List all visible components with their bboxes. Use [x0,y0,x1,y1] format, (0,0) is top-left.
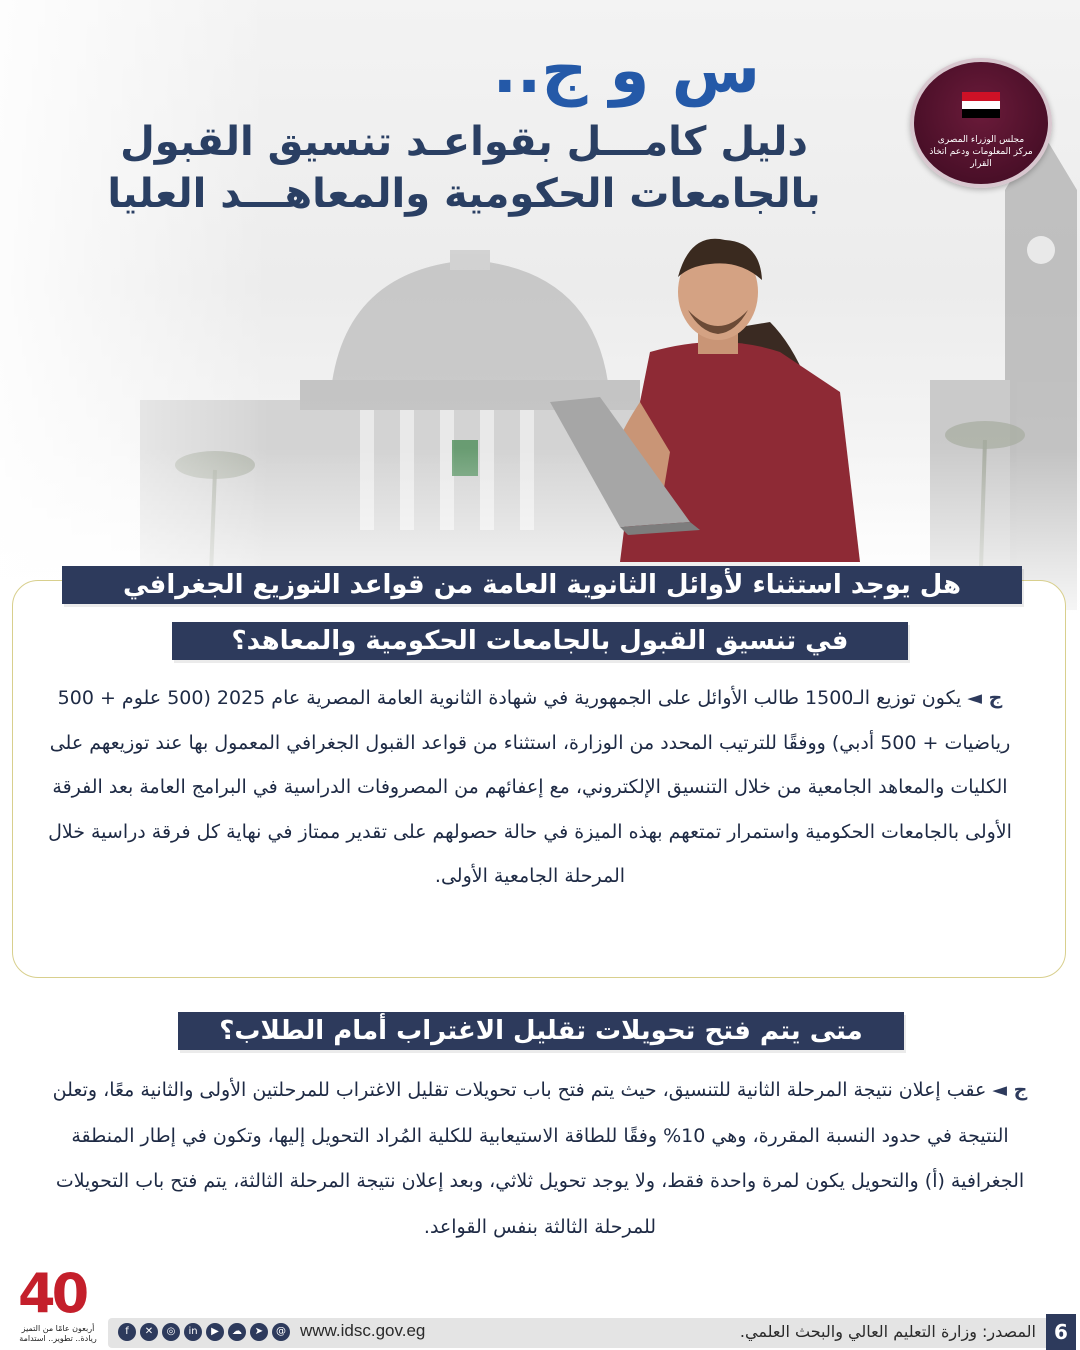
logo-line2: مركز المعلومات ودعم اتخاذ القرار [929,147,1033,169]
title-line2: بالجامعات الحكومية والمعاهـــد العليا [107,171,821,217]
page-title [84,116,844,220]
question1-answer-text: يكون توزيع الـ1500 طالب الأوائل على الجمهورية في شهادة الثانوية العامة المصرية عام 2025 (500 علوم + 500 رياضيات + 500 أدبي) ووفقًا للترتيب المحدد من الوزارة، استثناء من قواعد القبول الجغرافي المعمول بها عند توزيعهم على الكليات والمعاهد الجامعية من خلال التنسيق الإلكتروني، مع إعفائهم من المصروفات الدراسية في البرامج العامة بعد الفرقة الأولى بالجامعات الحكومية واستمرار تمتعهم بهذه الميزة في حالة حصولهم على تقدير ممتاز في نهاية كل فرقة دراسية خلال المرحلة الجامعية الأولى. [48,687,1012,887]
source-text: المصدر: وزارة التعليم العالي والبحث العلمي. [739,1322,1036,1341]
anniversary-tagline2: ريادة.. تطوير.. استدامة [19,1334,97,1343]
student-with-laptop-image [540,232,900,562]
instagram-icon[interactable]: ◎ [162,1323,180,1341]
question2-answer [40,1068,1040,1250]
answer-marker: ج ◄ [992,1079,1028,1101]
egypt-flag-icon [962,92,1000,118]
page-number: 6 [1046,1314,1076,1350]
threads-icon[interactable]: @ [272,1323,290,1341]
question2-answer-text: عقب إعلان نتيجة المرحلة الثانية للتنسيق، حيث يتم فتح باب تحويلات تقليل الاغتراب للمرحلتين الأولى والثانية معًا، وتعلن النتيجة في حدود النسبة المقررة، وهي 10% وفقًا للطاقة الاستيعابية للكلية المُراد التحويل إليها، وتكون في إطار المنطقة الجغرافية (أ) والتحويل يكون لمرة واحدة فقط، ولا يوجد تحويل ثلاثي، وبعد إعلان نتيجة المرحلة الثالثة، يتم فتح باب التحويلات للمرحلة الثالثة بنفس القواعد. [52,1079,1025,1238]
youtube-icon[interactable]: ▶ [206,1323,224,1341]
question1-heading-line2: في تنسيق القبول بالجامعات الحكومية والمعاهد؟ [172,622,908,660]
qa-title: س و ج.. [492,34,760,108]
answer-marker: ج ◄ [967,687,1003,709]
social-icons [118,1323,290,1341]
logo-text [920,134,1042,170]
40-years-logo [10,1262,106,1348]
soundcloud-icon[interactable]: ☁ [228,1323,246,1341]
website-link[interactable]: www.idsc.gov.eg [300,1321,426,1340]
title-line1: دليل كامـــل بقواعـد تنسيق القبول [120,119,808,165]
question1-heading-line1: هل يوجد استثناء لأوائل الثانوية العامة من قواعد التوزيع الجغرافي [62,566,1022,604]
logo-line1: مجلس الوزراء المصرى [937,135,1025,145]
question2-heading: متى يتم فتح تحويلات تقليل الاغتراب أمام الطلاب؟ [178,1012,904,1050]
anniversary-tagline1: أربعون عامًا من التميز [21,1324,95,1333]
linkedin-icon[interactable]: in [184,1323,202,1341]
telegram-icon[interactable]: ➤ [250,1323,268,1341]
question1-answer [40,676,1020,899]
anniversary-tagline [10,1324,106,1344]
anniversary-number: 40 [18,1262,86,1325]
facebook-icon[interactable]: f [118,1323,136,1341]
x-icon[interactable]: ✕ [140,1323,158,1341]
idsc-logo [910,58,1052,188]
